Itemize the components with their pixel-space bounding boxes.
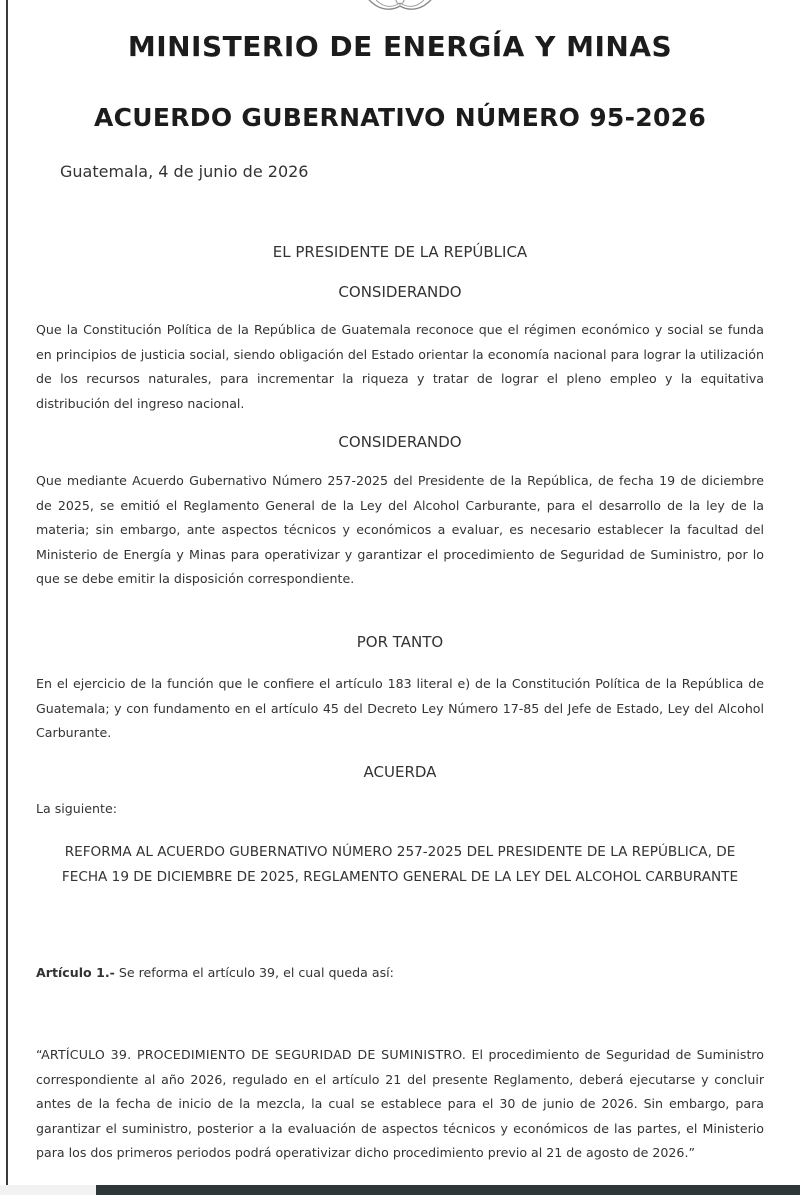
articulo-1-text: Se reforma el artículo 39, el cual queda así: <box>114 965 394 980</box>
ministry-title: MINISTERIO DE ENERGÍA Y MINAS <box>127 30 673 63</box>
considerando-paragraph-1: Que la Constitución Política de la República de Guatemala reconoce que el régimen económico y social se funda en principios de justicia social, siendo obligación del Estado orientar la economía nacional para lograr la utilización de los recursos naturales, para incrementar la riqueza y tratar de lograr el pleno empleo y la equitativa distribución del ingreso nacional. <box>36 322 764 411</box>
articulo-1-label: Artículo 1.- <box>36 965 115 980</box>
acuerdo-title: ACUERDO GUBERNATIVO NÚMERO 95-2026 <box>93 103 707 132</box>
por-tanto-heading: POR TANTO <box>356 633 444 651</box>
date-line: Guatemala, 4 de junio de 2026 <box>60 162 309 181</box>
considerando-heading-2: CONSIDERANDO <box>338 433 462 451</box>
president-heading: EL PRESIDENTE DE LA REPÚBLICA <box>272 243 528 261</box>
acuerda-intro: La siguiente: <box>36 801 117 816</box>
reforma-title: REFORMA AL ACUERDO GUBERNATIVO NÚMERO 257-2025 DEL PRESIDENTE DE LA REPÚBLICA, DE FECHA 19 DE DICIEMBRE DE 2025, REGLAMENTO GENERAL DE LA LEY DEL ALCOHOL CARBURANTE <box>61 844 739 885</box>
por-tanto-paragraph: En el ejercicio de la función que le confiere el artículo 183 literal e) de la Constitución Política de la República de Guatemala; y con fundamento en el artículo 45 del Decreto Ley Número 17-85 del Jefe de Estado, Ley del Alcohol Carburante. <box>36 676 764 740</box>
considerando-heading-1: CONSIDERANDO <box>338 283 462 301</box>
coat-of-arms-seal <box>362 0 438 14</box>
articulo-39-paragraph <box>36 1043 764 1185</box>
viewer-bottom-bar <box>0 1185 800 1195</box>
articulo-39-head: “ARTÍCULO 39. PROCEDIMIENTO DE SEGURIDAD DE SUMINISTRO. <box>36 1047 467 1062</box>
articulo-1 <box>36 965 394 980</box>
articulo-39-text: El procedimiento de Seguridad de Suministro correspondiente al año 2026, regulado en el artículo 21 del presente Reglamento, deberá ejecutarse y concluir antes de la fecha de inicio de la mezcla, la cual se establece para el 30 de junio de 2026. Sin embargo, para garantizar el suministro, posterior a la evaluación de aspectos técnicos y económicos de las partes, el Ministerio para los dos primeros periodos podrá operativizar dicho procedimiento previo al 21 de agosto de 2026.” <box>36 1047 764 1160</box>
acuerda-heading: ACUERDA <box>363 763 437 781</box>
considerando-paragraph-2: Que mediante Acuerdo Gubernativo Número 257-2025 del Presidente de la República, de fecha 19 de diciembre de 2025, se emitió el Reglamento General de la Ley del Alcohol Carburante, para el desarrollo de la ley de la materia; sin embargo, ante aspectos técnicos y económicos a evaluar, es necesario establecer la facultad del Ministerio de Energía y Minas para operativizar y garantizar el procedimiento de Seguridad de Suministro, por lo que se debe emitir la disposición correspondiente. <box>36 473 764 586</box>
